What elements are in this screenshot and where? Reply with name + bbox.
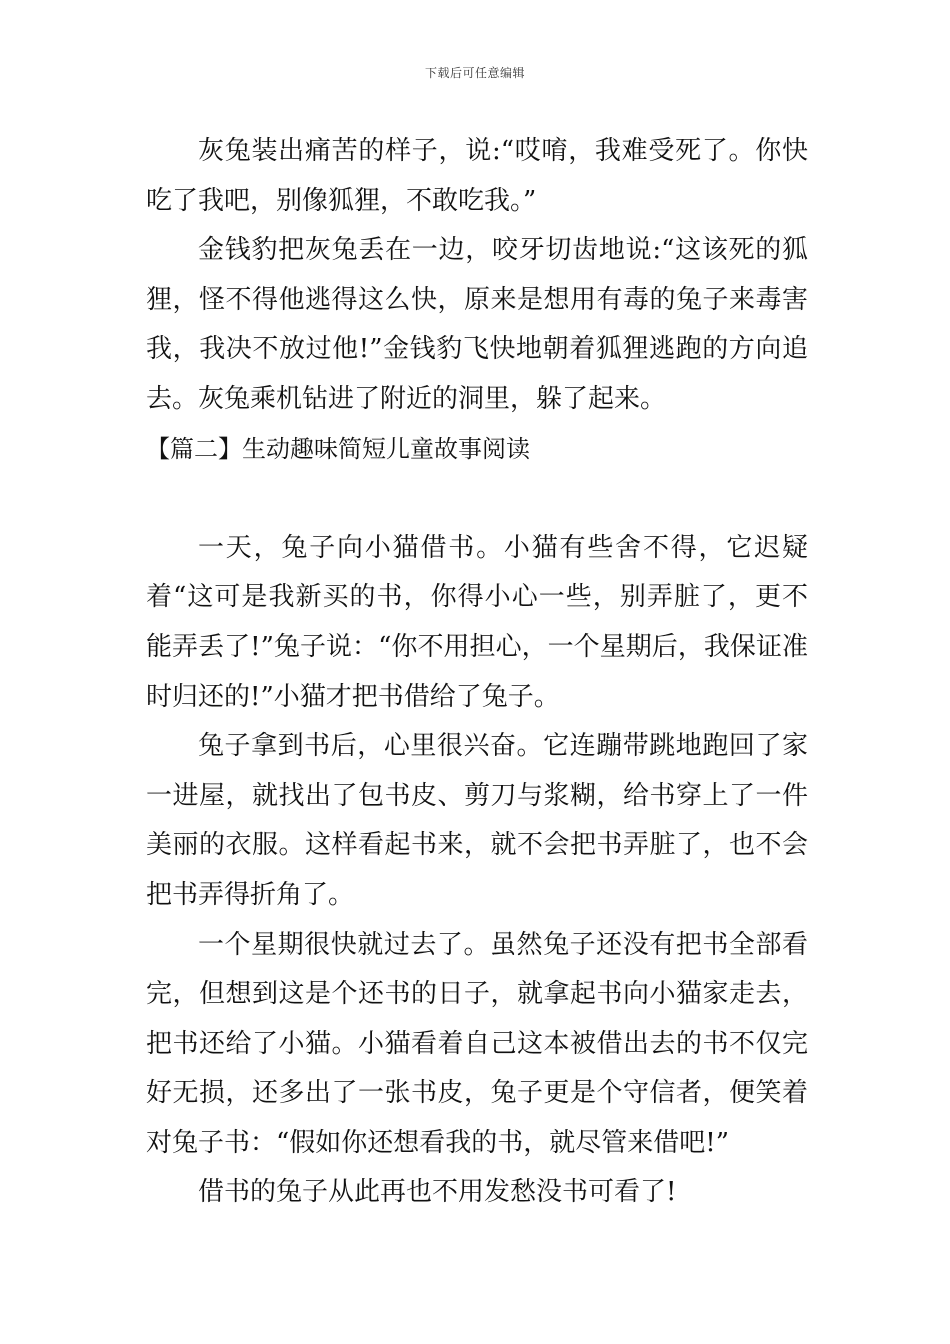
paragraph-rabbit-covers-book: 兔子拿到书后，心里很兴奋。它连蹦带跳地跑回了家一进屋，就找出了包书皮、剪刀与浆糊，给书穿上了一件美丽的衣服。这样看起书来，就不会把书弄脏了，也不会把书弄得折角了。 [146, 731, 808, 910]
paragraph-ending: 借书的兔子从此再也不用发愁没书可看了! [198, 1177, 677, 1208]
paragraph-grey-rabbit-pretends: 灰兔装出痛苦的样子，说:“哎唷，我难受死了。你快吃了我吧，别像狐狸，不敢吃我。” [146, 136, 808, 216]
section-heading: 【篇二】生动趣味简短儿童故事阅读 [146, 434, 530, 463]
page-header: 下载后可任意编辑 [424, 66, 525, 80]
paragraph-rabbit-returns-book: 一个星期很快就过去了。虽然兔子还没有把书全部看完，但想到这是个还书的日子，就拿起书向小猫家走去，把书还给了小猫。小猫看着自己这本被借出去的书不仅完好无损，还多出了一张书皮，兔子更是个守信者，便笑着对兔子书：“假如你还想看我的书，就尽管来借吧!” [146, 929, 808, 1158]
document-body [146, 127, 808, 1218]
blank-line [146, 474, 808, 524]
paragraph-leopard-chases-fox: 金钱豹把灰兔丢在一边，咬牙切齿地说:“这该死的狐狸，怪不得他逃得这么快，原来是想用有毒的兔子来毒害我，我决不放过他!”金钱豹飞快地朝着狐狸逃跑的方向追去。灰兔乘机钻进了附近的洞里，躲了起来。 [146, 235, 808, 414]
paragraph-rabbit-borrows-book: 一天，兔子向小猫借书。小猫有些舍不得，它迟疑着“这可是我新买的书，你得小心一些，别弄脏了，更不能弄丢了!”兔子说：“你不用担心，一个星期后，我保证准时归还的!”小猫才把书借给了兔子。 [146, 532, 808, 712]
